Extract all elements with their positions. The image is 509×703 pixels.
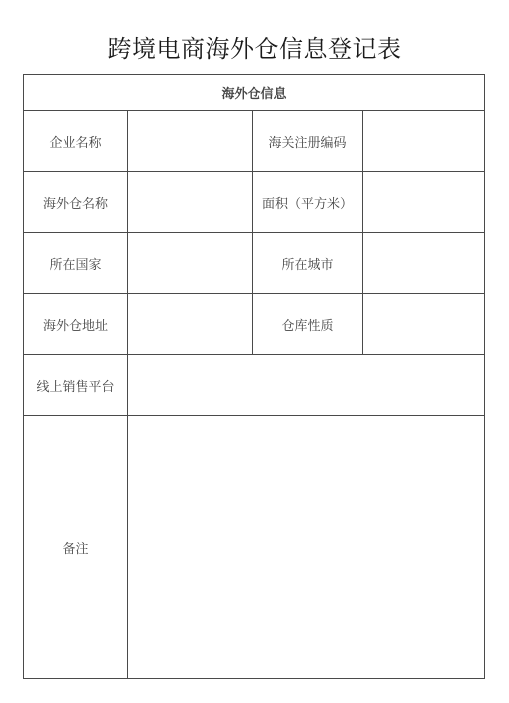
country-label: 所在国家 [24,233,128,294]
table-row [24,355,485,416]
area-label: 面积（平方米） [253,172,363,233]
table-row [24,416,485,679]
registration-form-table [23,74,485,679]
warehouse-name-field[interactable] [128,172,253,233]
warehouse-nature-label: 仓库性质 [253,294,363,355]
section-header-row [24,75,485,111]
form-title: 跨境电商海外仓信息登记表 [107,35,402,63]
table-row [24,294,485,355]
warehouse-name-label: 海外仓名称 [24,172,128,233]
country-field[interactable] [128,233,253,294]
warehouse-address-label: 海外仓地址 [24,294,128,355]
online-platform-label: 线上销售平台 [24,355,128,416]
city-field[interactable] [363,233,485,294]
company-name-label: 企业名称 [24,111,128,172]
customs-code-field[interactable] [363,111,485,172]
table-row [24,172,485,233]
warehouse-address-field[interactable] [128,294,253,355]
notes-label: 备注 [24,416,128,679]
section-header: 海外仓信息 [24,75,485,111]
warehouse-nature-field[interactable] [363,294,485,355]
customs-code-label: 海关注册编码 [253,111,363,172]
table-row [24,111,485,172]
table-row [24,233,485,294]
notes-field[interactable] [128,416,485,679]
online-platform-field[interactable] [128,355,485,416]
area-field[interactable] [363,172,485,233]
company-name-field[interactable] [128,111,253,172]
city-label: 所在城市 [253,233,363,294]
